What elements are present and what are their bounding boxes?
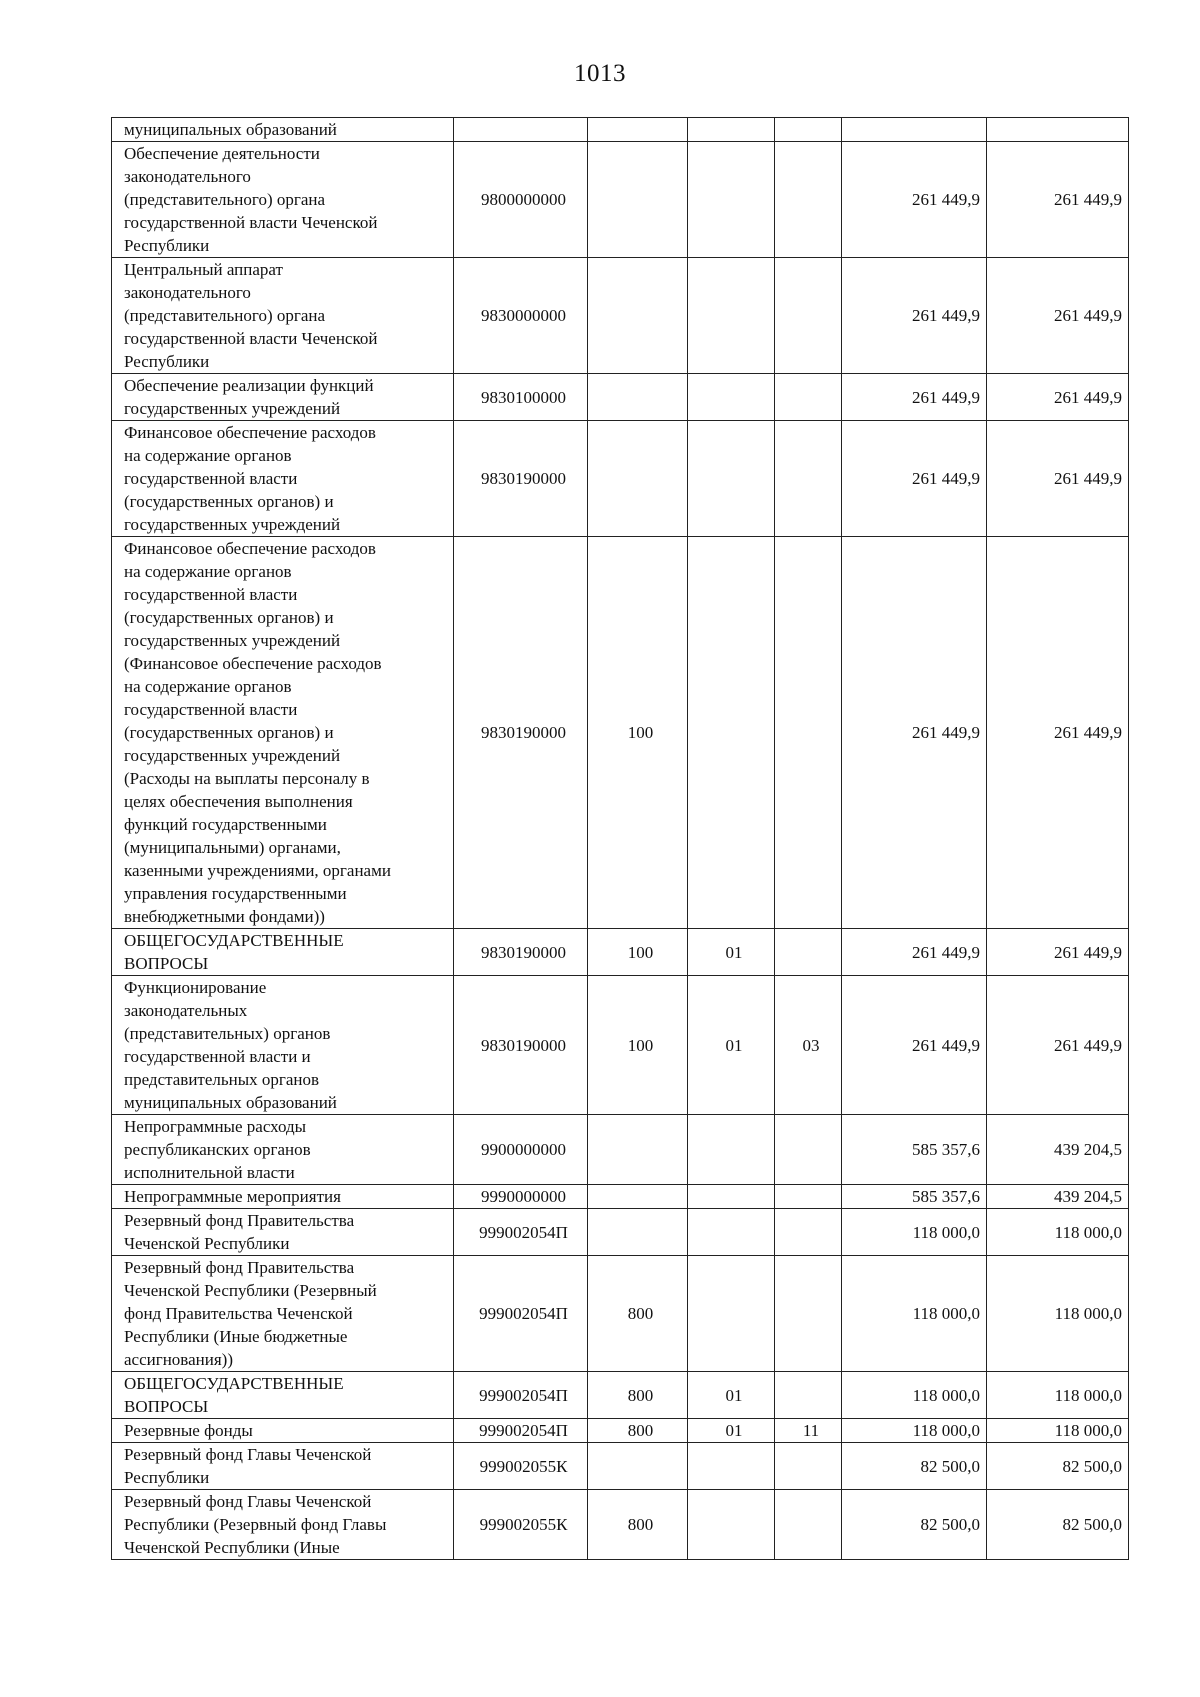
cell-amount-year-1 (842, 1490, 987, 1560)
table-row (112, 1490, 1129, 1560)
cell-amount-year-1 (842, 1185, 987, 1209)
cell-section (688, 929, 775, 976)
cell-subsection (775, 537, 842, 929)
cell-amount-year-2-text: 118 000,0 (1054, 1222, 1122, 1242)
table-row (112, 1372, 1129, 1419)
table-row (112, 421, 1129, 537)
cell-amount-year-1 (842, 537, 987, 929)
table-row (112, 118, 1129, 142)
cell-section-text: 01 (725, 1385, 743, 1405)
cell-name (112, 1419, 454, 1443)
cell-name (112, 1372, 454, 1419)
cell-section (688, 421, 775, 537)
cell-expense-type-text: 800 (627, 1304, 654, 1323)
cell-expense-type (588, 142, 688, 258)
cell-target-code-text: 9800000000 (481, 190, 566, 209)
budget-table-body (112, 118, 1129, 1560)
cell-name-text: муниципальных образований (124, 120, 337, 139)
cell-expense-type-text: 800 (627, 1515, 654, 1534)
cell-section (688, 142, 775, 258)
cell-target-code (454, 118, 588, 142)
cell-target-code-text: 999002054П (479, 1421, 568, 1440)
cell-amount-year-2-text: 261 449,9 (1054, 190, 1122, 209)
cell-amount-year-1-text: 261 449,9 (912, 469, 980, 488)
cell-amount-year-2-text: 82 500,0 (1062, 1456, 1122, 1476)
table-row (112, 1115, 1129, 1185)
cell-name (112, 976, 454, 1115)
cell-amount-year-2-text: 82 500,0 (1062, 1515, 1122, 1534)
cell-name (112, 1256, 454, 1372)
cell-section (688, 1209, 775, 1256)
table-row (112, 1209, 1129, 1256)
cell-target-code-text: 999002054П (479, 1222, 568, 1242)
cell-name-text: Резервный фонд Правительства Чеченской Республики (Резервный фонд Правительства Чеченской Республики (Иные бюджетные ассигнования)) (124, 1258, 377, 1369)
cell-target-code (454, 374, 588, 421)
cell-amount-year-2 (987, 258, 1129, 374)
cell-amount-year-2-text: 118 000,0 (1054, 1421, 1122, 1440)
cell-amount-year-1 (842, 976, 987, 1115)
table-row (112, 976, 1129, 1115)
cell-target-code-text: 9830100000 (481, 387, 566, 407)
cell-subsection (775, 258, 842, 374)
cell-amount-year-1-text: 82 500,0 (920, 1456, 980, 1476)
cell-expense-type (588, 1419, 688, 1443)
cell-target-code (454, 976, 588, 1115)
cell-target-code (454, 1209, 588, 1256)
cell-target-code (454, 1372, 588, 1419)
cell-name-text: Центральный аппарат законодательного (представительного) органа государственной власти Чеченской Республики (124, 260, 378, 371)
cell-subsection-text: 03 (802, 1035, 820, 1055)
cell-section (688, 1419, 775, 1443)
cell-amount-year-1 (842, 118, 987, 142)
cell-name (112, 1209, 454, 1256)
cell-amount-year-2 (987, 421, 1129, 537)
cell-amount-year-2 (987, 374, 1129, 421)
cell-section (688, 976, 775, 1115)
table-row (112, 258, 1129, 374)
cell-target-code-text: 9830190000 (481, 1035, 566, 1055)
cell-name (112, 421, 454, 537)
cell-name-text: Непрограммные расходы республиканских органов исполнительной власти (124, 1117, 311, 1182)
cell-name (112, 537, 454, 929)
cell-target-code (454, 1490, 588, 1560)
cell-subsection (775, 142, 842, 258)
cell-name-text: ОБЩЕГОСУДАРСТВЕННЫЕ ВОПРОСЫ (124, 1374, 344, 1416)
cell-target-code-text: 9830000000 (481, 306, 566, 325)
cell-section (688, 1256, 775, 1372)
cell-amount-year-1-text: 261 449,9 (912, 942, 980, 962)
cell-name (112, 1115, 454, 1185)
cell-subsection-text: 11 (802, 1421, 820, 1440)
cell-amount-year-1 (842, 1115, 987, 1185)
cell-target-code (454, 1115, 588, 1185)
cell-section-text: 01 (725, 1421, 743, 1440)
cell-amount-year-2-text: 118 000,0 (1054, 1304, 1122, 1323)
cell-amount-year-1-text: 82 500,0 (920, 1515, 980, 1534)
cell-target-code-text: 9830190000 (481, 942, 566, 962)
table-row (112, 142, 1129, 258)
cell-amount-year-2-text: 261 449,9 (1054, 723, 1122, 742)
cell-section (688, 118, 775, 142)
cell-amount-year-1 (842, 1256, 987, 1372)
cell-target-code-text: 999002055К (479, 1456, 568, 1476)
table-row (112, 1185, 1129, 1209)
cell-expense-type (588, 537, 688, 929)
cell-amount-year-2 (987, 537, 1129, 929)
cell-name (112, 374, 454, 421)
cell-name-text: Обеспечение деятельности законодательного (представительного) органа государственной власти Чеченской Республики (124, 144, 378, 255)
cell-section (688, 1490, 775, 1560)
cell-target-code-text: 9830190000 (481, 723, 566, 742)
cell-name (112, 929, 454, 976)
cell-expense-type-text: 100 (627, 942, 654, 962)
cell-expense-type-text: 800 (627, 1421, 654, 1440)
table-row (112, 929, 1129, 976)
cell-amount-year-2 (987, 1256, 1129, 1372)
cell-subsection (775, 1419, 842, 1443)
cell-subsection (775, 1372, 842, 1419)
cell-target-code (454, 1443, 588, 1490)
cell-expense-type (588, 1372, 688, 1419)
cell-section (688, 1443, 775, 1490)
cell-name (112, 118, 454, 142)
cell-amount-year-2-text: 261 449,9 (1054, 387, 1122, 407)
cell-expense-type (588, 976, 688, 1115)
cell-subsection (775, 118, 842, 142)
table-row (112, 374, 1129, 421)
cell-target-code-text: 999002054П (479, 1385, 568, 1405)
cell-section (688, 1115, 775, 1185)
cell-section (688, 374, 775, 421)
cell-target-code (454, 1256, 588, 1372)
cell-target-code-text: 999002054П (479, 1304, 568, 1323)
cell-section-text: 01 (725, 942, 743, 962)
cell-section (688, 1185, 775, 1209)
cell-subsection (775, 1209, 842, 1256)
cell-amount-year-1 (842, 142, 987, 258)
cell-name-text: Резервные фонды (124, 1421, 253, 1440)
cell-amount-year-2 (987, 1490, 1129, 1560)
cell-amount-year-2 (987, 1419, 1129, 1443)
cell-target-code (454, 929, 588, 976)
cell-amount-year-2-text: 118 000,0 (1054, 1385, 1122, 1405)
cell-amount-year-2 (987, 929, 1129, 976)
cell-name (112, 1443, 454, 1490)
cell-target-code-text: 9830190000 (481, 469, 566, 488)
cell-amount-year-1-text: 118 000,0 (912, 1385, 980, 1405)
cell-subsection (775, 1490, 842, 1560)
cell-name-text: Обеспечение реализации функций государственных учреждений (124, 376, 374, 418)
table-row (112, 1419, 1129, 1443)
cell-name (112, 1490, 454, 1560)
cell-amount-year-1-text: 261 449,9 (912, 723, 980, 742)
cell-subsection (775, 1443, 842, 1490)
cell-subsection (775, 1185, 842, 1209)
table-row (112, 537, 1129, 929)
cell-name-text: Резервный фонд Правительства Чеченской Республики (124, 1211, 355, 1253)
cell-name-text: ОБЩЕГОСУДАРСТВЕННЫЕ ВОПРОСЫ (124, 931, 344, 973)
cell-amount-year-1-text: 585 357,6 (912, 1187, 980, 1206)
cell-name-text: Резервный фонд Главы Чеченской Республики (124, 1445, 372, 1487)
cell-target-code (454, 1185, 588, 1209)
cell-target-code-text: 9990000000 (481, 1187, 566, 1206)
cell-amount-year-1 (842, 1443, 987, 1490)
cell-expense-type (588, 1185, 688, 1209)
cell-amount-year-1-text: 261 449,9 (912, 190, 980, 209)
cell-amount-year-2 (987, 1115, 1129, 1185)
cell-target-code-text: 999002055К (479, 1515, 568, 1534)
cell-subsection (775, 374, 842, 421)
cell-amount-year-1 (842, 1372, 987, 1419)
cell-target-code (454, 1419, 588, 1443)
cell-name-text: Резервный фонд Главы Чеченской Республики (Резервный фонд Главы Чеченской Республики (Иные (124, 1492, 387, 1557)
cell-name-text: Финансовое обеспечение расходов на содержание органов государственной власти (государственных органов) и государственных учреждений (124, 423, 376, 534)
cell-amount-year-1-text: 585 357,6 (912, 1140, 980, 1159)
cell-amount-year-2 (987, 1372, 1129, 1419)
cell-expense-type (588, 258, 688, 374)
budget-table (111, 117, 1129, 1560)
cell-amount-year-1-text: 118 000,0 (912, 1304, 980, 1323)
cell-expense-type (588, 929, 688, 976)
cell-amount-year-2-text: 439 204,5 (1054, 1140, 1122, 1159)
cell-amount-year-2 (987, 142, 1129, 258)
cell-subsection (775, 929, 842, 976)
cell-expense-type (588, 1256, 688, 1372)
cell-expense-type (588, 374, 688, 421)
cell-name (112, 1185, 454, 1209)
page-number: 1013 (574, 60, 626, 87)
cell-name-text: Финансовое обеспечение расходов на содержание органов государственной власти (государственных органов) и государственных учреждений (Финансовое обеспечение расходов на содержание органов государственной власти (государственных органов) и государственных учреждений (Расходы на выплаты персоналу в целях обеспечения выполнения функций государственными (муниципальными) органами, казенными учреждениями, органами управления государственными внебюджетными фондами)) (124, 539, 391, 926)
cell-amount-year-2-text: 439 204,5 (1054, 1187, 1122, 1206)
cell-amount-year-1 (842, 929, 987, 976)
cell-amount-year-2-text: 261 449,9 (1054, 1035, 1122, 1055)
table-row (112, 1256, 1129, 1372)
cell-amount-year-2 (987, 1209, 1129, 1256)
cell-amount-year-1 (842, 258, 987, 374)
cell-target-code (454, 258, 588, 374)
cell-name (112, 258, 454, 374)
cell-subsection (775, 976, 842, 1115)
cell-section (688, 1372, 775, 1419)
cell-subsection (775, 1256, 842, 1372)
cell-target-code-text: 9900000000 (481, 1140, 566, 1159)
cell-expense-type (588, 1443, 688, 1490)
cell-section-text: 01 (725, 1035, 743, 1055)
cell-expense-type (588, 1490, 688, 1560)
cell-section (688, 258, 775, 374)
cell-section (688, 537, 775, 929)
cell-name-text: Функционирование законодательных (представительных) органов государственной власти и представительных органов муниципальных образований (124, 978, 337, 1112)
cell-expense-type (588, 1115, 688, 1185)
cell-amount-year-1 (842, 1419, 987, 1443)
cell-amount-year-1 (842, 374, 987, 421)
cell-subsection (775, 1115, 842, 1185)
cell-amount-year-2-text: 261 449,9 (1054, 942, 1122, 962)
cell-target-code (454, 142, 588, 258)
cell-amount-year-1-text: 261 449,9 (912, 306, 980, 325)
cell-expense-type (588, 118, 688, 142)
cell-expense-type-text: 800 (627, 1385, 654, 1405)
cell-amount-year-2 (987, 118, 1129, 142)
cell-amount-year-1-text: 261 449,9 (912, 1035, 980, 1055)
cell-amount-year-2 (987, 1443, 1129, 1490)
cell-expense-type (588, 421, 688, 537)
cell-amount-year-2 (987, 1185, 1129, 1209)
cell-amount-year-1-text: 118 000,0 (912, 1222, 980, 1242)
cell-expense-type-text: 100 (627, 723, 654, 742)
cell-subsection (775, 421, 842, 537)
cell-amount-year-2-text: 261 449,9 (1054, 469, 1122, 488)
table-row (112, 1443, 1129, 1490)
cell-amount-year-2 (987, 976, 1129, 1115)
cell-name-text: Непрограммные мероприятия (124, 1187, 341, 1206)
cell-expense-type (588, 1209, 688, 1256)
cell-expense-type-text: 100 (627, 1035, 654, 1055)
cell-amount-year-1-text: 118 000,0 (912, 1421, 980, 1440)
cell-target-code (454, 421, 588, 537)
cell-amount-year-1 (842, 421, 987, 537)
cell-target-code (454, 537, 588, 929)
cell-amount-year-1 (842, 1209, 987, 1256)
cell-amount-year-2-text: 261 449,9 (1054, 306, 1122, 325)
cell-amount-year-1-text: 261 449,9 (912, 387, 980, 407)
cell-name (112, 142, 454, 258)
